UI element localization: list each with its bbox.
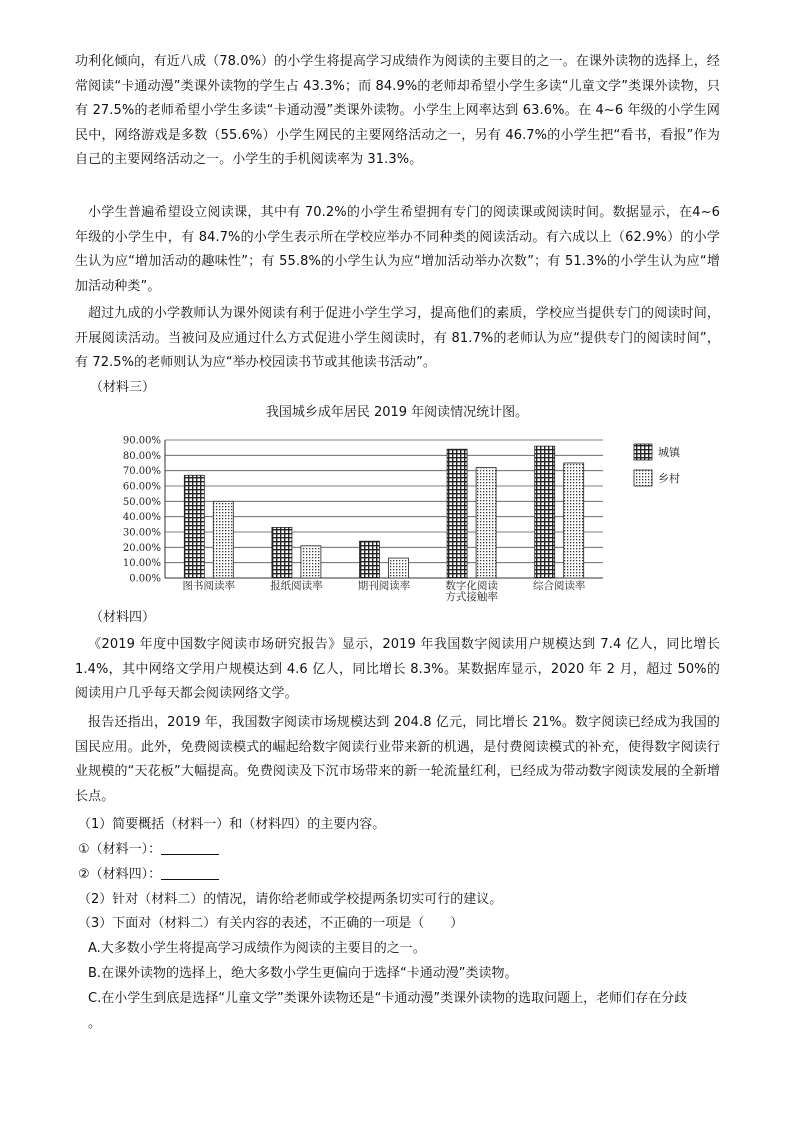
question-2: （2）针对（材料二）的情况，请你给老师或学校提两条切实可行的建议。 bbox=[78, 892, 503, 907]
bar-village bbox=[213, 501, 233, 578]
material2-paragraph-1: 功利化倾向，有近八成（78.0%）的小学生将提高学习成绩作为阅读的主要目的之一。在课外读物的选择上，经常阅读“卡通动漫”类课外读物的学生占 43.3%；而 84.9%的老师却希望小学生多读“儿童文学”类课外读物，只有 27.5%的老师希望小学生多读“卡通动漫”类课外读物。小学生上网率达到 63.6%。在 4~6 年级的小学生网民中，网络游戏是多数（55.6%）小学生网民的主要网络活动之一，另有 46.7%的小学生把“看书，看报”作为自己的主要网络活动之一。小学生的手机阅读率为 31.3%。 bbox=[75, 54, 720, 167]
answer-blank-2[interactable] bbox=[161, 865, 219, 880]
legend-swatch-village bbox=[634, 470, 652, 486]
y-tick-label: 50.00% bbox=[122, 496, 161, 508]
bar-village bbox=[476, 468, 496, 578]
bar-town bbox=[535, 446, 555, 578]
x-category-label: 报纸阅读率 bbox=[270, 580, 323, 592]
material4-paragraph-1: 《2019 年度中国数字阅读市场研究报告》显示，2019 年我国数字阅读用户规模达到 7.4 亿人，同比增长 1.4%，其中网络文学用户规模达到 4.6 亿人，同比增长 8.3%。某数据库显示，2020 年 2 月，超过 50%的阅读用户几乎每天都会阅读网络文学。 bbox=[75, 637, 720, 701]
legend-swatch-town bbox=[634, 444, 652, 460]
bar-village bbox=[564, 463, 584, 578]
y-tick-label: 40.00% bbox=[122, 512, 161, 524]
bar-village bbox=[301, 546, 321, 578]
question-1: （1）简要概括（材料一）和（材料四）的主要内容。 bbox=[78, 817, 386, 832]
y-tick-label: 0.00% bbox=[129, 573, 161, 585]
legend-label: 乡村 bbox=[658, 472, 680, 485]
legend-label: 城镇 bbox=[658, 446, 680, 459]
option-c-end: 。 bbox=[88, 1016, 102, 1031]
chart-title: 我国城乡成年居民 2019 年阅读情况统计图。 bbox=[265, 405, 529, 420]
material3-label: （材料三） bbox=[90, 380, 156, 395]
y-tick-label: 90.00% bbox=[122, 435, 161, 447]
question-1-part-a bbox=[78, 840, 219, 860]
material2-paragraph-2: 小学生普遍希望设立阅读课，其中有 70.2%的小学生希望拥有专门的阅读课或阅读时间。数据显示，在4~6 年级的小学生中，有 84.7%的小学生表示所在学校应举办不同种类的阅读活动。有六成以上（62.9%）的小学生认为应“增加活动的趣味性”；有 55.8%的小学生认为应“增加活动举办次数”；有 51.3%的小学生认为应“增加活动种类”。 bbox=[75, 205, 720, 294]
bar-village bbox=[389, 558, 409, 578]
y-tick-label: 10.00% bbox=[122, 558, 161, 570]
option-b: B.在课外读物的选择上，绝大多数小学生更偏向于选择“卡通动漫”类读物。 bbox=[88, 966, 518, 981]
bar-town bbox=[447, 449, 467, 578]
x-category-label: 数字化阅读 bbox=[445, 580, 498, 592]
question-1-part-a-label: ①（材料一）： bbox=[78, 842, 162, 857]
x-category-label: 综合阅读率 bbox=[532, 580, 586, 592]
bar-town bbox=[272, 527, 292, 578]
option-c: C.在小学生到底是选择“儿童文学”类课外读物还是“卡通动漫”类课外读物的选取问题上，老师们存在分歧 bbox=[88, 991, 688, 1006]
x-category-label: 图书阅读率 bbox=[182, 580, 236, 592]
answer-blank-1[interactable] bbox=[161, 840, 219, 855]
question-1-part-b-label: ②（材料四）： bbox=[78, 867, 162, 882]
y-tick-label: 30.00% bbox=[122, 527, 161, 539]
y-tick-label: 80.00% bbox=[122, 450, 161, 462]
y-tick-label: 20.00% bbox=[122, 542, 161, 554]
option-a: A.大多数小学生将提高学习成绩作为阅读的主要目的之一。 bbox=[88, 941, 426, 956]
reading-rate-bar-chart bbox=[0, 425, 794, 625]
x-category-label: 期刊阅读率 bbox=[357, 580, 411, 592]
material4-paragraph-2: 报告还指出，2019 年，我国数字阅读市场规模达到 204.8 亿元，同比增长 21%。数字阅读已经成为我国的国民应用。此外，免费阅读模式的崛起给数字阅读行业带来新的机遇，是付费阅读模式的补充，使得数字阅读行业规模的“天花板”大幅提高。免费阅读及下沉市场带来的新一轮流量红利，已经成为带动数字阅读发展的全新增长点。 bbox=[75, 715, 720, 804]
bar-town bbox=[184, 475, 204, 578]
y-tick-label: 70.00% bbox=[122, 466, 161, 478]
question-3: （3）下面对（材料二）有关内容的表述，不正确的一项是（ ） bbox=[78, 916, 464, 931]
material4-label: （材料四） bbox=[90, 610, 156, 625]
material2-paragraph-3: 超过九成的小学教师认为课外阅读有利于促进小学生学习，提高他们的素质，学校应当提供专门的阅读时间，开展阅读活动。当被问及应通过什么方式促进小学生阅读时，有 81.7%的老师认为应“提供专门的阅读时间”，有 72.5%的老师则认为应“举办校园读书节或其他读书活动”。 bbox=[75, 306, 720, 370]
y-tick-label: 60.00% bbox=[122, 481, 161, 493]
question-1-part-b bbox=[78, 865, 219, 885]
x-category-label: 方式接触率 bbox=[445, 591, 498, 603]
bar-town bbox=[360, 541, 380, 578]
